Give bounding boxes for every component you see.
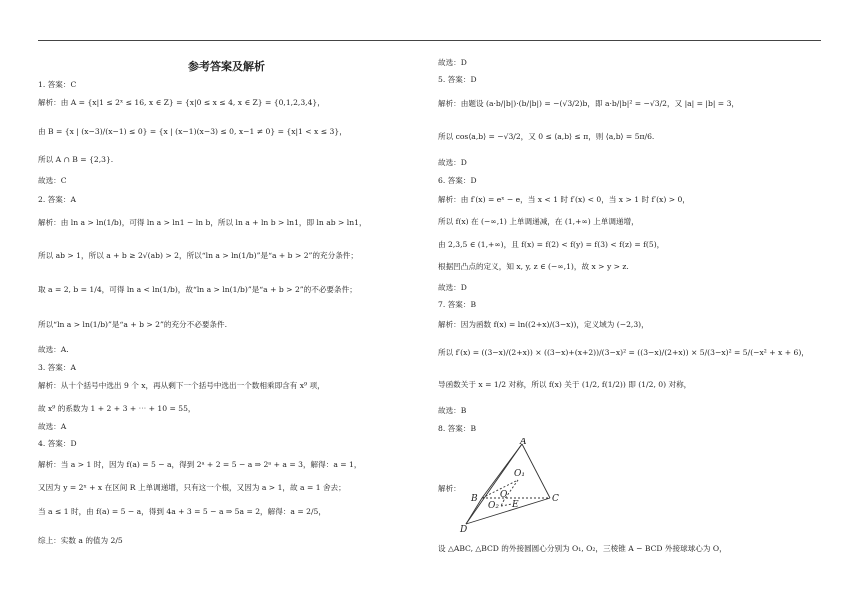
q8-explanation-label: 解析： <box>438 484 461 493</box>
q3-explanation-2: 故 x⁹ 的系数为 1 + 2 + 3 + ⋯ + 10 = 55， <box>38 404 196 413</box>
q6-explanation-3: 由 2,3,5 ∈ (1,+∞)，且 f(x) = f(2) < f(y) = f(3) < f(z) = f(5)， <box>438 240 665 249</box>
q5-answer: 5. 答案：D <box>438 75 477 84</box>
edge-ad <box>466 444 522 524</box>
q4-explanation-2: 又因为 y = 2ˣ + x 在区间 R 上单调递增，只有这一个根，又因为 a > 1，故 a = 1 舍去； <box>38 483 346 492</box>
q4-conclusion: 综上：实数 a 的值为 2/5 <box>38 536 123 545</box>
label-o2: O₂ <box>488 501 499 511</box>
q6-explanation-1: 解析：由 f′(x) = eˣ − e，当 x < 1 时 f′(x) < 0，当 x > 1 时 f′(x) > 0， <box>438 195 690 204</box>
q6-explanation-4: 根据凹凸点的定义，知 x, y, z ∈ (−∞,1)，故 x > y > z. <box>438 262 629 271</box>
q1-explanation-1: 解析：由 A = {x|1 ≤ 2ˣ ≤ 16, x ∈ Z} = {x|0 ≤ x ≤ 4, x ∈ Z} = {0,1,2,3,4}， <box>38 98 325 107</box>
q6-choice: 故选：D <box>438 283 467 292</box>
q1-answer: 1. 答案：C <box>38 80 77 89</box>
page-title: 参考答案及解析 <box>188 60 265 73</box>
q7-explanation-1: 解析：因为函数 f(x) = ln((2+x)/(3−x))，定义域为 (−2,3)， <box>438 320 649 329</box>
q1-explanation-2: 由 B = {x | (x−3)/(x−1) ≤ 0} = {x | (x−1)(x−3) ≤ 0, x−1 ≠ 0} = {x|1 < x ≤ 3}， <box>38 127 347 136</box>
label-a: A <box>520 438 527 447</box>
q2-explanation-1: 解析：由 ln a > ln(1/b)，可得 ln a > ln1 − ln b，所以 ln a + ln b > ln1，即 ln ab > ln1， <box>38 218 367 227</box>
q3-choice: 故选：A <box>38 422 67 431</box>
q4-choice: 故选：D <box>438 58 467 67</box>
q4-explanation-1: 解析：当 a > 1 时，因为 f(a) = 5 − a，得到 2ᵃ + 2 = 5 − a ⇒ 2ᵃ + a = 3，解得：a = 1， <box>38 460 362 469</box>
q6-explanation-2: 所以 f(x) 在 (−∞,1) 上单调递减，在 (1,+∞) 上单调递增， <box>438 217 639 226</box>
q1-choice: 故选：C <box>38 176 67 185</box>
q2-explanation-3: 取 a = 2, b = 1/4，可得 ln a < ln(1/b)，故“ln a > ln(1/b)”是“a + b > 2”的不必要条件； <box>38 285 357 294</box>
label-d: D <box>460 525 468 535</box>
q6-answer: 6. 答案：D <box>438 176 477 185</box>
q2-explanation-2: 所以 ab > 1，所以 a + b ≥ 2√(ab) > 2，所以“ln a > ln(1/b)”是“a + b > 2”的充分条件； <box>38 251 358 260</box>
label-c: C <box>552 494 559 504</box>
q7-answer: 7. 答案：B <box>438 300 477 309</box>
q3-explanation-1: 解析：从十个括号中选出 9 个 x，再从剩下一个括号中选出一个数相乘即含有 x⁹ 项， <box>38 381 325 390</box>
q8-explanation-1: 设 △ABC, △BCD 的外接圆圆心分别为 O₁, O₂，三棱锥 A − BCD 外接球球心为 O， <box>438 544 727 553</box>
segment-o-o2 <box>501 500 504 506</box>
q7-explanation-2: 所以 f′(x) = ((3−x)/(2+x)) × ((3−x)+(x+2))/(3−x)² = ((3−x)/(2+x)) × 5/(3−x)² = 5/(−x² + x + 6)， <box>438 348 809 357</box>
q2-explanation-4: 所以“ln a > ln(1/b)”是“a + b > 2”的充分不必要条件. <box>38 320 228 329</box>
edge-dc <box>466 498 550 524</box>
segment-o2-e <box>501 504 512 506</box>
q7-choice: 故选：B <box>438 406 467 415</box>
label-b: B <box>471 494 478 504</box>
q3-answer: 3. 答案：A <box>38 363 76 372</box>
q2-choice: 故选：A. <box>38 345 69 354</box>
q4-explanation-3: 当 a ≤ 1 时，由 f(a) = 5 − a，得到 4a + 3 = 5 − a ⇒ 5a = 2，解得：a = 2/5， <box>38 507 326 516</box>
q5-explanation-2: 所以 cos⟨a,b⟩ = −√3/2，又 0 ≤ ⟨a,b⟩ ≤ π，则 ⟨a,b⟩ = 5π/6. <box>438 132 655 141</box>
label-o1: O₁ <box>514 469 525 479</box>
q8-answer: 8. 答案：B <box>438 424 477 433</box>
q5-explanation-1: 解析：由题设 (a·b/|b|)·(b/|b|) = −(√3/2)b，即 a·b/|b|² = −√3/2，又 |a| = |b| = 3， <box>438 99 740 108</box>
label-o: O <box>500 490 508 500</box>
q1-explanation-3: 所以 A ∩ B = {2,3}. <box>38 155 114 164</box>
q7-explanation-3: 导函数关于 x = 1/2 对称，所以 f(x) 关于 (1/2, f(1/2)) 即 (1/2, 0) 对称， <box>438 380 692 389</box>
label-e: E <box>512 500 519 510</box>
q5-choice: 故选：D <box>438 158 467 167</box>
edge-ac <box>522 444 550 498</box>
tetrahedron-figure <box>458 438 568 538</box>
top-rule <box>38 40 821 41</box>
q2-answer: 2. 答案：A <box>38 195 76 204</box>
q4-answer: 4. 答案：D <box>38 439 77 448</box>
